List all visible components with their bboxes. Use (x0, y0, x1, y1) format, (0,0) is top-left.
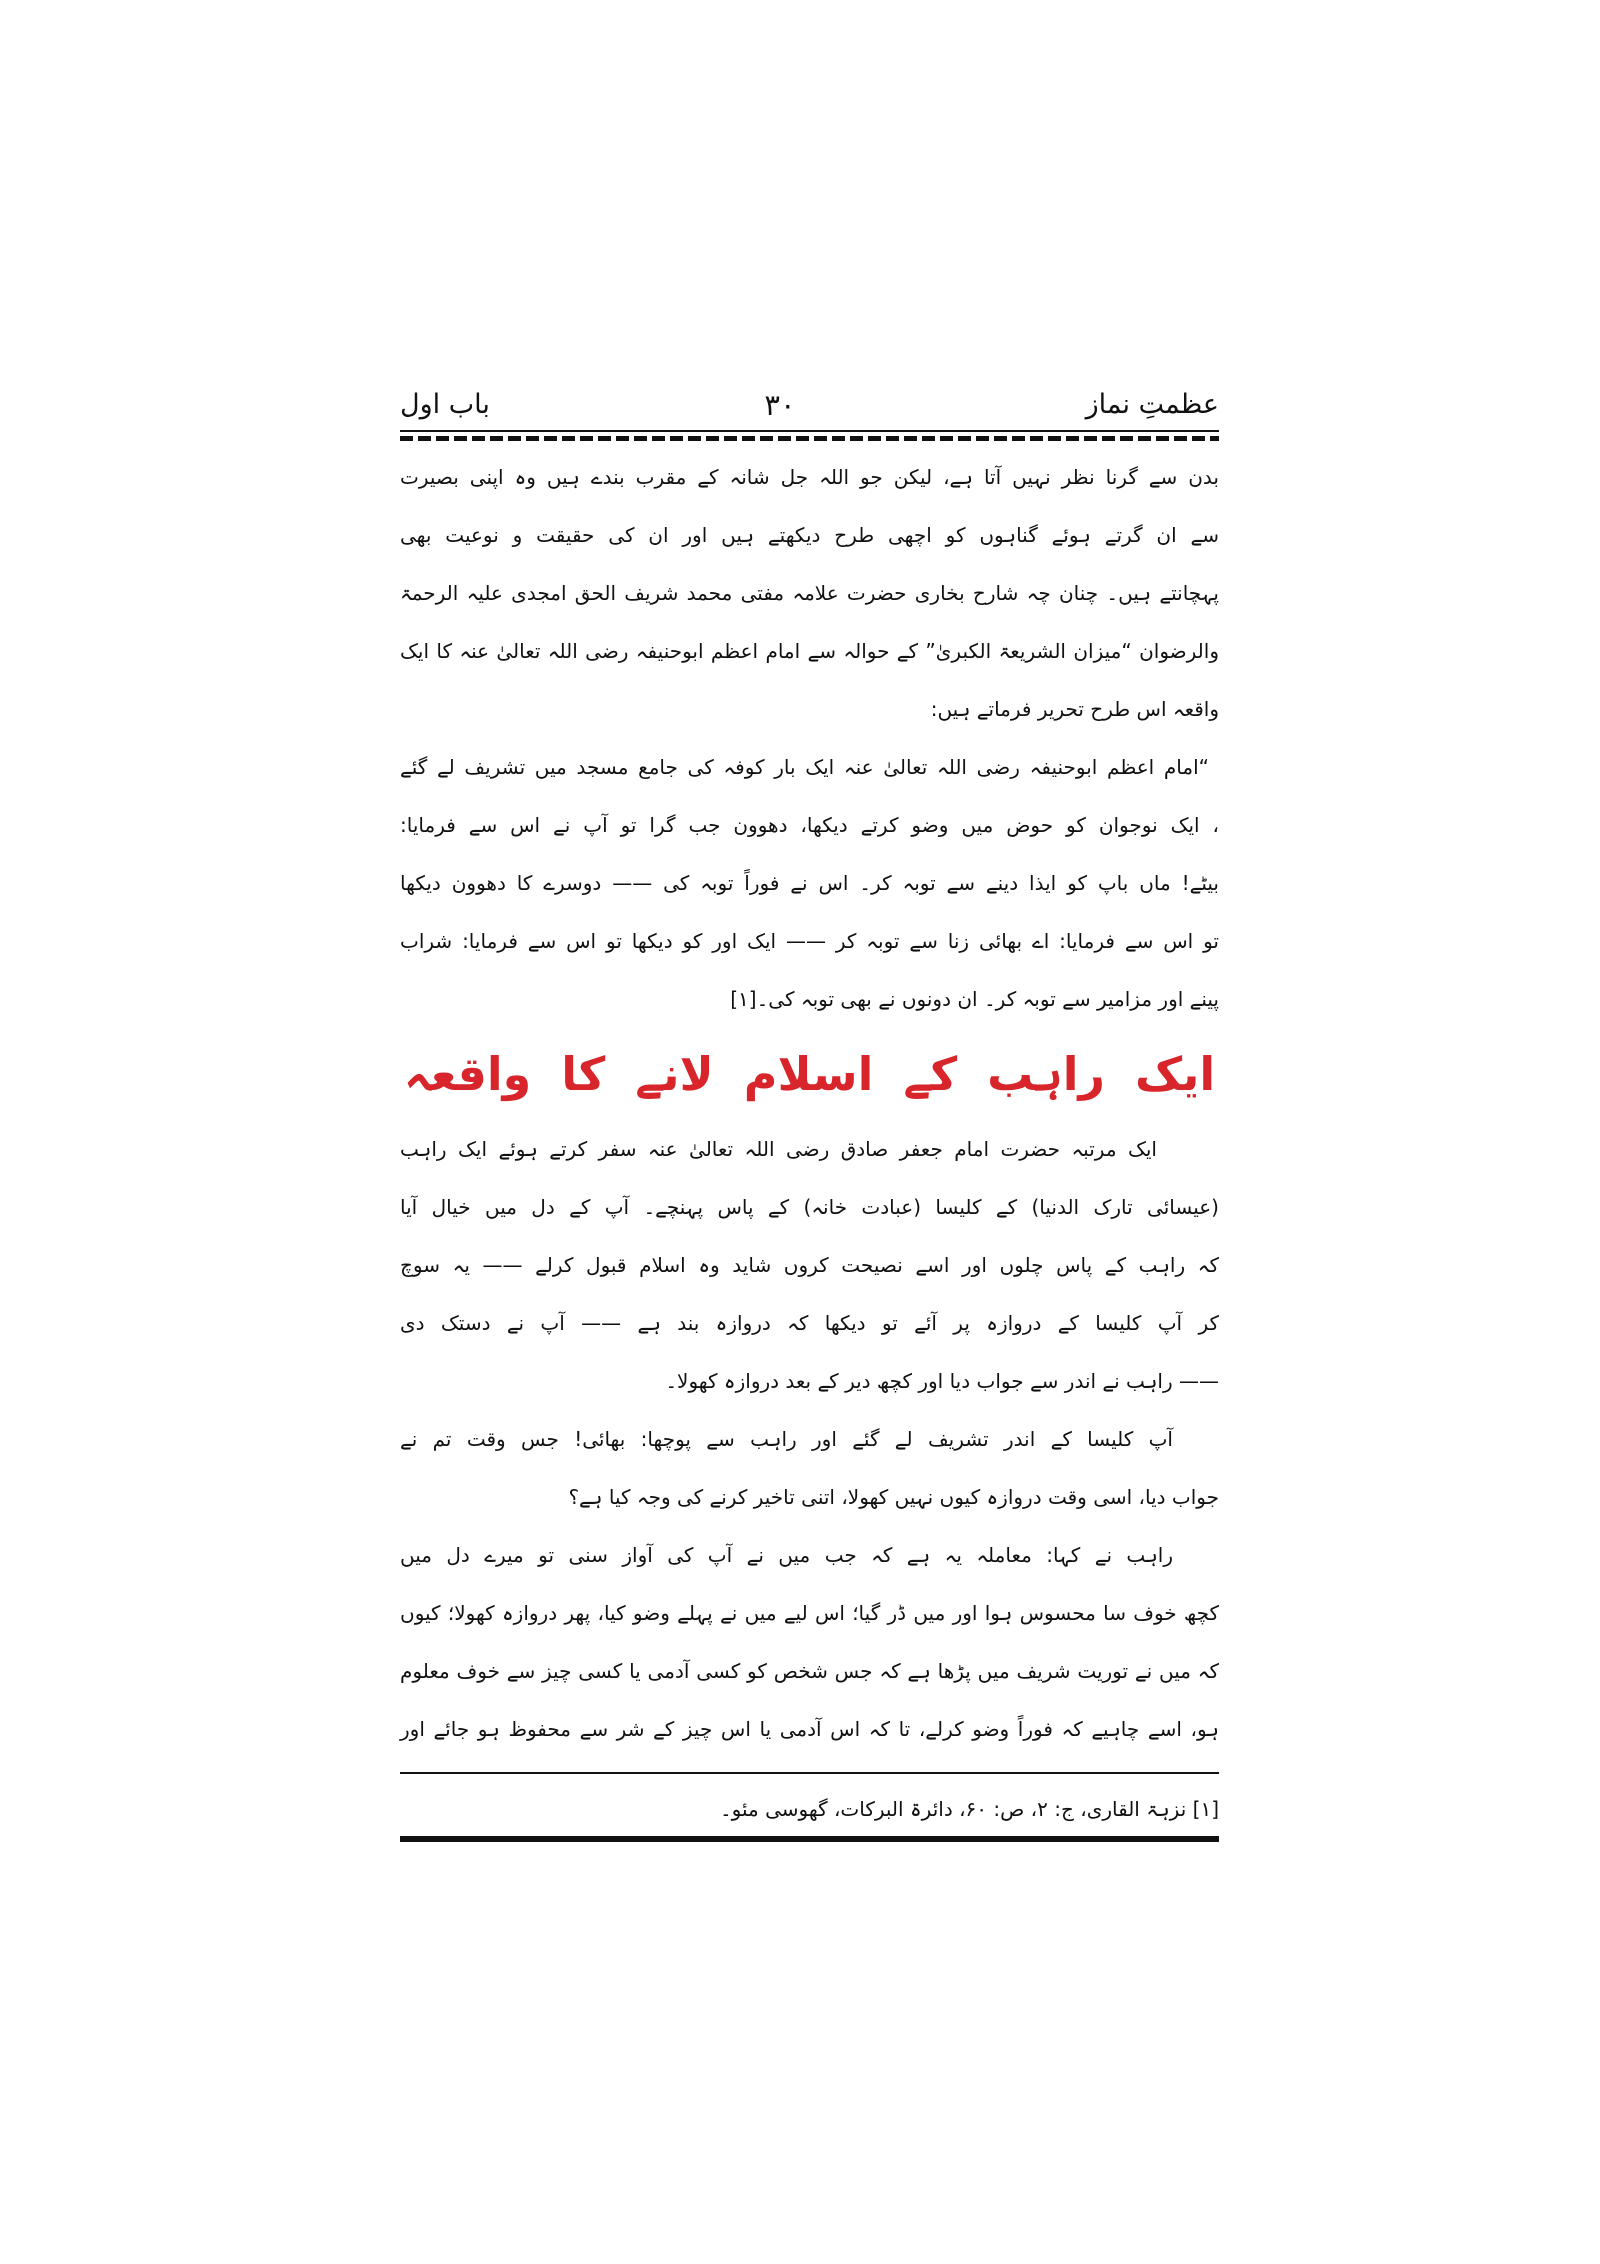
text-line: جواب دیا، اسی وقت دروازہ کیوں نہیں کھولا، اتنی تاخیر کرنے کی وجہ کیا ہے؟ (568, 1485, 1219, 1509)
text-line: —— راہب نے اندر سے جواب دیا اور کچھ دیر کے بعد دروازہ کھولا۔ (665, 1369, 1219, 1393)
text-line: کہ راہب کے پاس چلوں اور اسے نصیحت کروں شاید وہ اسلام قبول کرلے —— یہ سوچ (400, 1253, 1219, 1277)
footnote-rule (400, 1772, 1219, 1774)
quote-line: بیٹے! ماں باپ کو ایذا دینے سے توبہ کر۔ اس نے فوراً توبہ کی —— دوسرے کا دھوون دیکھا (400, 871, 1219, 895)
footnote: [۱] نزہۃ القاری، ج: ۲، ص: ۶۰، دائرۃ البرکات، گھوسی مئو۔ (719, 1797, 1219, 1821)
section-heading: ایک راہب کے اسلام لانے کا واقعہ (403, 1047, 1216, 1101)
text-line: ہو، اسے چاہیے کہ فوراً وضو کرلے، تا کہ اس آدمی یا اس چیز کے شر سے محفوظ ہو جائے اور (400, 1717, 1219, 1741)
quote-line: “امام اعظم ابوحنیفہ رضی اللہ تعالیٰ عنہ ایک بار کوفہ کی جامع مسجد میں تشریف لے گئے (400, 755, 1209, 779)
text-line: سے ان گرتے ہوئے گناہوں کو اچھی طرح دیکھتے ہیں اور ان کی حقیقت و نوعیت بھی (400, 523, 1219, 547)
text-body (400, 448, 1219, 1758)
text-line: واقعہ اس طرح تحریر فرماتے ہیں: (930, 697, 1219, 721)
header-dashed-rule (400, 436, 1219, 441)
text-line: ایک مرتبہ حضرت امام جعفر صادق رضی اللہ تعالیٰ عنہ سفر کرتے ہوئے ایک راہب (400, 1137, 1157, 1161)
text-line: پہچانتے ہیں۔ چنان چہ شارح بخاری حضرت علامہ مفتی محمد شریف الحق امجدی علیہ الرحمۃ (400, 581, 1219, 605)
book-title: عظمتِ نماز (1085, 389, 1219, 420)
chapter-title: باب اول (400, 389, 490, 420)
text-line: بدن سے گرنا نظر نہیں آتا ہے، لیکن جو اللہ جل شانہ کے مقرب بندے ہیں وہ اپنی بصیرت (400, 465, 1219, 489)
header-rule (400, 430, 1219, 432)
quote-line: پینے اور مزامیر سے توبہ کر۔ ان دونوں نے بھی توبہ کی۔[۱] (730, 987, 1219, 1011)
quote-line: تو اس سے فرمایا: اے بھائی زنا سے توبہ کر —— ایک اور کو دیکھا تو اس سے فرمایا: شراب (400, 929, 1219, 953)
text-line: کچھ خوف سا محسوس ہوا اور میں ڈر گیا؛ اس لیے میں نے پہلے وضو کیا، پھر دروازہ کھولا؛ کیوں (400, 1601, 1219, 1625)
bottom-rule (400, 1836, 1219, 1842)
page-number: ۳۰ (764, 388, 796, 422)
text-line: (عیسائی تارک الدنیا) کے کلیسا (عبادت خانہ) کے پاس پہنچے۔ آپ کے دل میں خیال آیا (400, 1195, 1219, 1219)
text-line: آپ کلیسا کے اندر تشریف لے گئے اور راہب سے پوچھا: بھائی! جس وقت تم نے (400, 1427, 1173, 1451)
text-line: راہب نے کہا: معاملہ یہ ہے کہ جب میں نے آپ کی آواز سنی تو میرے دل میں (400, 1543, 1173, 1567)
quote-line: ، ایک نوجوان کو حوض میں وضو کرتے دیکھا، دھوون جب گرا تو آپ نے اس سے فرمایا: (400, 813, 1219, 837)
page-header (400, 384, 1219, 426)
text-line: کر آپ کلیسا کے دروازہ پر آئے تو دیکھا کہ دروازہ بند ہے —— آپ نے دستک دی (400, 1311, 1219, 1335)
text-line: والرضوان “میزان الشریعۃ الکبریٰ” کے حوالہ سے امام اعظم ابوحنیفہ رضی اللہ تعالیٰ عنہ کا ایک (400, 639, 1219, 663)
text-line: کہ میں نے توریت شریف میں پڑھا ہے کہ جس شخص کو کسی آدمی یا کسی چیز سے خوف معلوم (400, 1659, 1219, 1683)
